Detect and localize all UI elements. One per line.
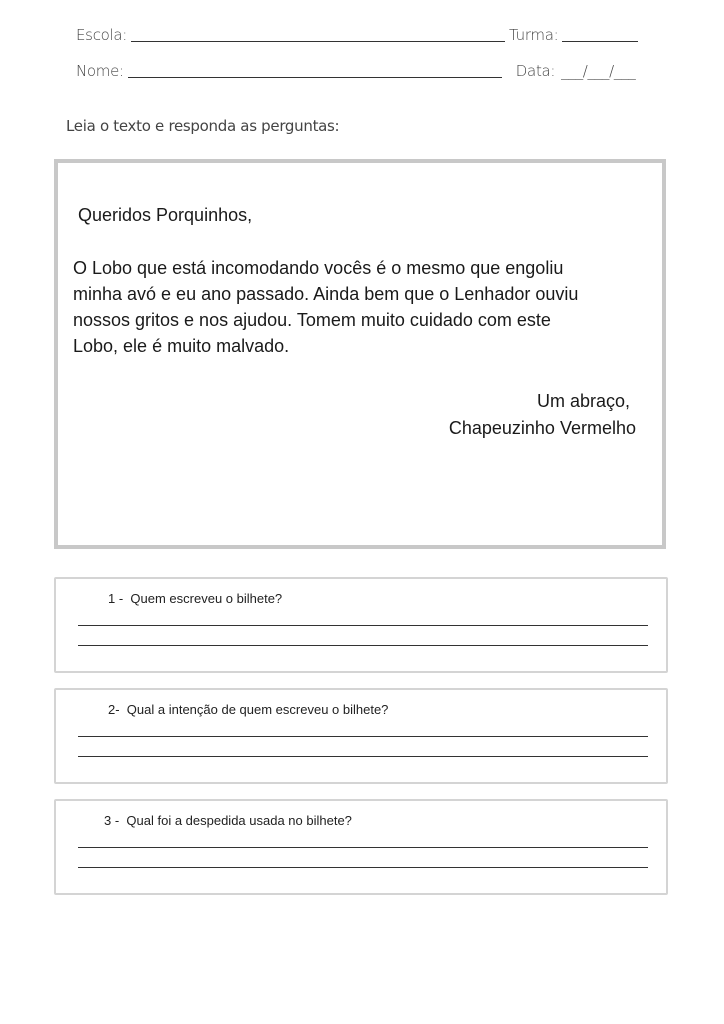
class-label: Turma:	[509, 26, 559, 44]
question-text	[108, 702, 388, 717]
signature: Chapeuzinho Vermelho	[448, 418, 636, 438]
school-label: Escola:	[76, 26, 128, 44]
answer-line[interactable]	[78, 645, 648, 646]
date-label: Data:	[515, 62, 556, 80]
answer-line[interactable]	[78, 625, 648, 626]
letter-line: minha avó e eu ano passado. Ainda bem que o Lenhador ouviu	[73, 284, 579, 304]
question-number: 1 -	[108, 591, 124, 606]
answer-line[interactable]	[78, 847, 648, 848]
answer-line[interactable]	[78, 756, 648, 757]
question-label: Quem escreveu o bilhete?	[130, 591, 283, 606]
question-number: 3 -	[104, 813, 120, 828]
letter-line: Lobo, ele é muito malvado.	[73, 336, 290, 356]
question-text	[108, 591, 282, 606]
question-label: Qual foi a despedida usada no bilhete?	[126, 813, 352, 828]
question-number: 2-	[108, 702, 120, 717]
name-row	[76, 62, 635, 80]
question-1	[54, 577, 668, 673]
letter-line: O Lobo que está incomodando vocês é o mesmo que engoliu	[73, 258, 564, 278]
letter-body	[73, 255, 633, 359]
question-3	[54, 799, 668, 895]
school-row	[76, 26, 642, 44]
letter-closing	[448, 388, 636, 442]
name-label: Nome:	[76, 62, 124, 80]
question-text	[104, 813, 352, 828]
date-field[interactable]: ___/___/___	[561, 62, 636, 80]
school-field[interactable]	[131, 27, 505, 42]
question-2	[54, 688, 668, 784]
answer-line[interactable]	[78, 736, 648, 737]
name-field[interactable]	[128, 63, 502, 78]
class-field[interactable]	[562, 27, 638, 42]
letter-line: nossos gritos e nos ajudou. Tomem muito cuidado com este	[73, 310, 551, 330]
question-label: Qual a intenção de quem escreveu o bilhete?	[126, 702, 389, 717]
answer-line[interactable]	[78, 867, 648, 868]
instructions: Leia o texto e responda as perguntas:	[66, 117, 340, 135]
closing-text: Um abraço,	[536, 391, 630, 411]
letter-greeting: Queridos Porquinhos,	[78, 205, 253, 225]
letter-box	[54, 159, 666, 549]
